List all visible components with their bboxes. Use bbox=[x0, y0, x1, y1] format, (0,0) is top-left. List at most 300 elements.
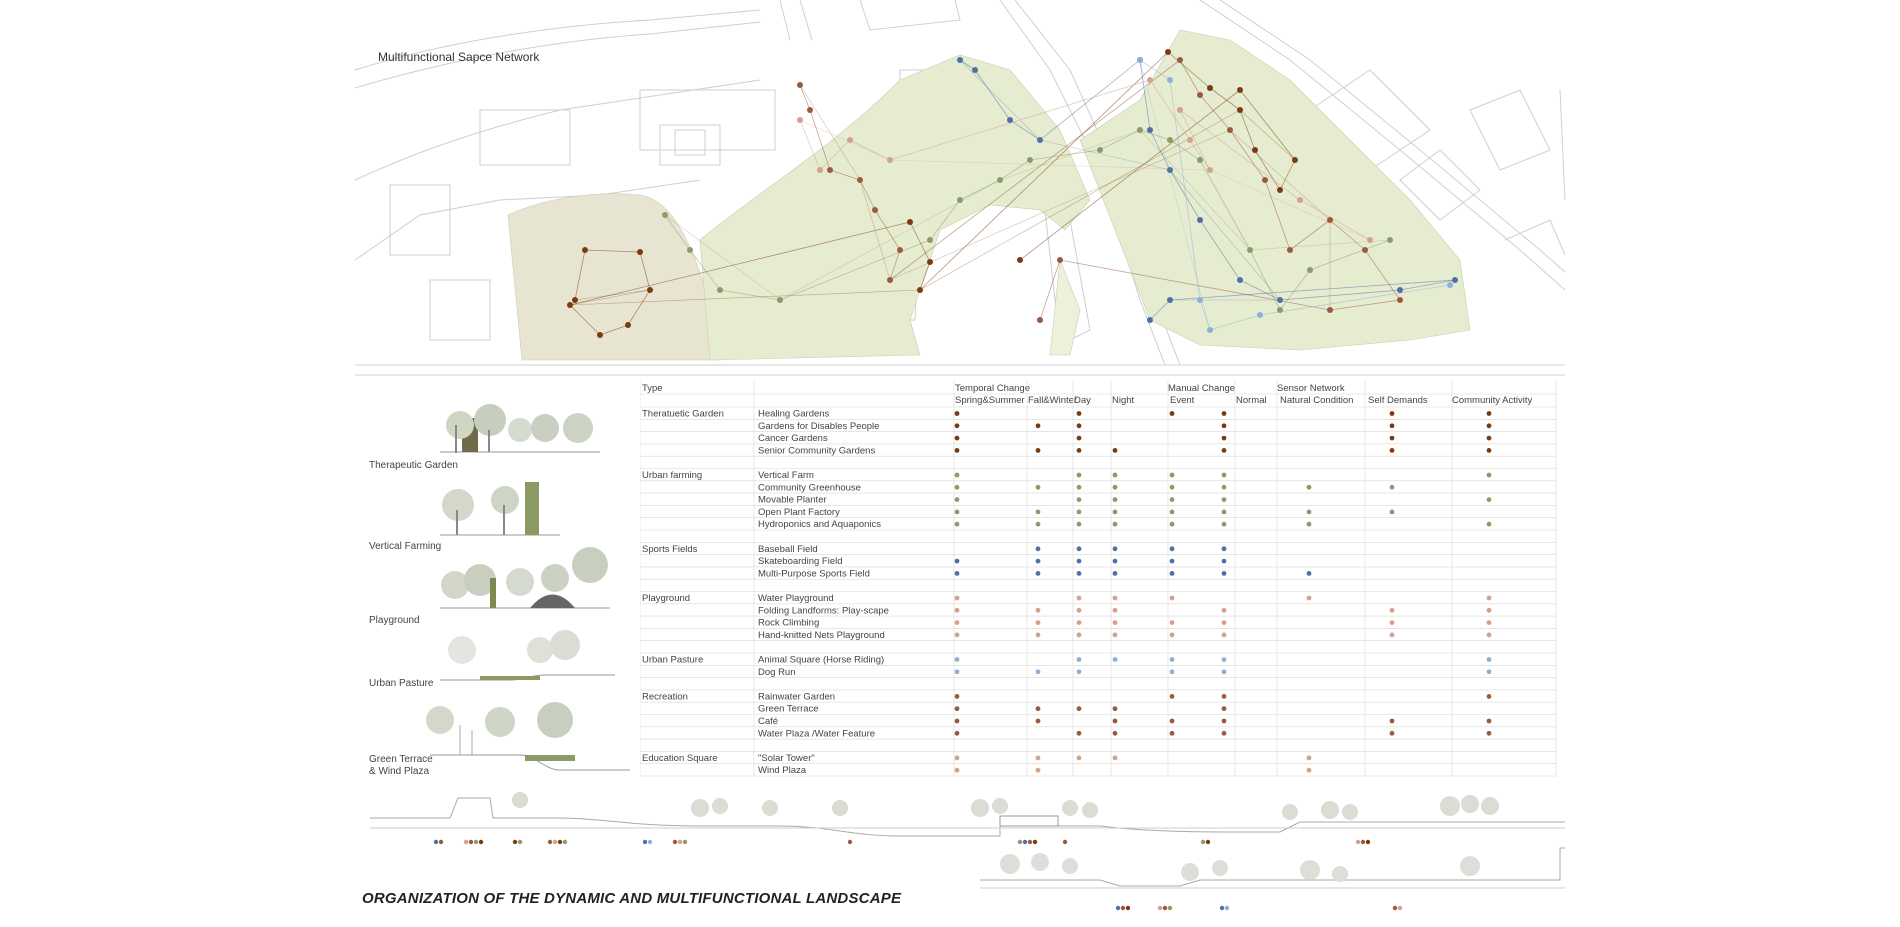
matrix-dot bbox=[1170, 596, 1175, 601]
matrix-dot bbox=[1036, 559, 1041, 564]
matrix-dot bbox=[955, 620, 960, 625]
function-name: Folding Landforms: Play-scape bbox=[758, 605, 889, 617]
playground-illustration bbox=[440, 547, 610, 608]
section-dot bbox=[464, 840, 468, 844]
matrix-dot bbox=[1113, 497, 1118, 502]
matrix-dot bbox=[955, 448, 960, 453]
network-node bbox=[717, 287, 723, 293]
therapeutic-garden-illustration bbox=[440, 404, 600, 453]
section-dot bbox=[1356, 840, 1360, 844]
matrix-dot bbox=[1113, 522, 1118, 527]
network-node bbox=[1292, 157, 1298, 163]
network-node bbox=[1327, 217, 1333, 223]
network-node bbox=[687, 247, 693, 253]
network-node bbox=[1297, 197, 1303, 203]
matrix-dot bbox=[1113, 608, 1118, 613]
matrix-dot bbox=[1222, 571, 1227, 576]
matrix-dot bbox=[1113, 571, 1118, 576]
section-dot bbox=[848, 840, 852, 844]
network-node bbox=[1207, 167, 1213, 173]
matrix-dot bbox=[955, 719, 960, 724]
network-node bbox=[1197, 157, 1203, 163]
matrix-dot bbox=[1222, 411, 1227, 416]
network-node bbox=[1262, 177, 1268, 183]
matrix-dot bbox=[1222, 694, 1227, 699]
matrix-dot bbox=[1390, 633, 1395, 638]
network-node bbox=[1147, 127, 1153, 133]
function-name: Rainwater Garden bbox=[758, 691, 836, 703]
network-node bbox=[1247, 247, 1253, 253]
matrix-dot bbox=[1170, 522, 1175, 527]
network-node bbox=[1177, 107, 1183, 113]
matrix-dot bbox=[1113, 731, 1118, 736]
function-name: Green Terrace bbox=[758, 703, 819, 715]
matrix-dot bbox=[1077, 510, 1082, 515]
matrix-dot bbox=[1390, 719, 1395, 724]
function-name: Community Greenhouse bbox=[758, 482, 861, 494]
matrix-dot bbox=[1170, 485, 1175, 490]
category-label-playground: Playground bbox=[369, 615, 420, 626]
matrix-dot bbox=[1113, 657, 1118, 662]
network-node bbox=[1197, 92, 1203, 98]
matrix-dot bbox=[955, 411, 960, 416]
network-node bbox=[1362, 247, 1368, 253]
matrix-dot bbox=[1222, 669, 1227, 674]
matrix-dot bbox=[955, 510, 960, 515]
section-dot bbox=[1163, 906, 1167, 910]
network-node bbox=[1197, 217, 1203, 223]
matrix-dot bbox=[1113, 448, 1118, 453]
network-node bbox=[1277, 307, 1283, 313]
vertical-farming-illustration bbox=[440, 482, 560, 535]
matrix-dot bbox=[955, 657, 960, 662]
matrix-dot bbox=[1113, 719, 1118, 724]
matrix-dot bbox=[1113, 473, 1118, 478]
matrix-dot bbox=[1487, 608, 1492, 613]
network-node bbox=[1447, 282, 1453, 288]
network-node bbox=[567, 302, 573, 308]
network-node bbox=[637, 249, 643, 255]
category-label-therapeutic-garden: Therapeutic Garden bbox=[369, 460, 458, 471]
section-type-label: Theratuetic Garden bbox=[642, 408, 724, 420]
matrix-dot bbox=[1077, 620, 1082, 625]
matrix-dot bbox=[1222, 633, 1227, 638]
section-dot bbox=[563, 840, 567, 844]
column-header: Event bbox=[1170, 395, 1195, 406]
matrix-dot bbox=[955, 731, 960, 736]
matrix-dot bbox=[1170, 571, 1175, 576]
column-header: Self Demands bbox=[1368, 395, 1428, 406]
section-dot bbox=[1126, 906, 1130, 910]
matrix-dot bbox=[1222, 473, 1227, 478]
network-node bbox=[1257, 312, 1263, 318]
matrix-dot bbox=[1222, 731, 1227, 736]
type-header: Type bbox=[642, 383, 663, 394]
section-dot bbox=[1033, 840, 1037, 844]
network-node bbox=[1017, 257, 1023, 263]
network-link bbox=[800, 85, 810, 110]
matrix-dot bbox=[1036, 423, 1041, 428]
matrix-dot bbox=[1487, 596, 1492, 601]
matrix-dot bbox=[1390, 448, 1395, 453]
matrix-dot bbox=[1487, 719, 1492, 724]
group-header: Temporal Change bbox=[955, 383, 1030, 394]
network-node bbox=[582, 247, 588, 253]
network-node bbox=[1165, 49, 1171, 55]
matrix-dot bbox=[955, 608, 960, 613]
function-name: Animal Square (Horse Riding) bbox=[758, 654, 885, 666]
network-node bbox=[847, 137, 853, 143]
matrix-dot bbox=[1113, 510, 1118, 515]
network-node bbox=[1397, 287, 1403, 293]
matrix-dot bbox=[1077, 485, 1082, 490]
matrix-dot bbox=[1390, 620, 1395, 625]
map-title: Multifunctional Sapce Network bbox=[378, 50, 540, 64]
network-node bbox=[1027, 157, 1033, 163]
network-node bbox=[1037, 137, 1043, 143]
section-type-label: Urban Pasture bbox=[642, 654, 704, 666]
matrix-dot bbox=[1036, 608, 1041, 613]
section-dot bbox=[518, 840, 522, 844]
network-node bbox=[797, 82, 803, 88]
urban-pasture-illustration bbox=[440, 630, 615, 680]
matrix-dot bbox=[955, 522, 960, 527]
network-node bbox=[647, 287, 653, 293]
matrix-dot bbox=[1113, 633, 1118, 638]
matrix-dot bbox=[1222, 608, 1227, 613]
matrix-dot bbox=[1170, 657, 1175, 662]
column-header: Day bbox=[1074, 395, 1091, 406]
network-node bbox=[827, 167, 833, 173]
network-node bbox=[1137, 57, 1143, 63]
network-node bbox=[1207, 327, 1213, 333]
section-dot bbox=[643, 840, 647, 844]
function-name: "Solar Tower" bbox=[758, 752, 815, 764]
matrix-dot bbox=[1487, 694, 1492, 699]
matrix-dot bbox=[1036, 719, 1041, 724]
network-node bbox=[1057, 257, 1063, 263]
matrix-dot bbox=[1036, 620, 1041, 625]
matrix-dot bbox=[1113, 546, 1118, 551]
section-dot bbox=[1398, 906, 1402, 910]
network-node bbox=[927, 237, 933, 243]
section-dot bbox=[513, 840, 517, 844]
matrix-dot bbox=[1077, 633, 1082, 638]
network-node bbox=[887, 157, 893, 163]
matrix-dot bbox=[955, 596, 960, 601]
function-name: Healing Gardens bbox=[758, 408, 830, 420]
section-dot bbox=[1393, 906, 1397, 910]
matrix-dot bbox=[1307, 510, 1312, 515]
matrix-dot bbox=[1036, 522, 1041, 527]
matrix-dot bbox=[1077, 546, 1082, 551]
matrix-dot bbox=[1077, 423, 1082, 428]
matrix-dot bbox=[1077, 559, 1082, 564]
matrix-dot bbox=[955, 706, 960, 711]
matrix-dot bbox=[1487, 620, 1492, 625]
function-name: Gardens for Disables People bbox=[758, 420, 880, 432]
matrix-dot bbox=[1222, 706, 1227, 711]
group-header: Manual Change bbox=[1168, 383, 1236, 394]
function-name: Vertical Farm bbox=[758, 470, 814, 481]
network-node bbox=[1367, 237, 1373, 243]
matrix-dot bbox=[955, 694, 960, 699]
matrix-dot bbox=[1390, 411, 1395, 416]
network-node bbox=[857, 177, 863, 183]
section-dot bbox=[553, 840, 557, 844]
matrix-dot bbox=[955, 633, 960, 638]
matrix-dot bbox=[1077, 448, 1082, 453]
column-header: Normal bbox=[1236, 395, 1267, 406]
section-dot bbox=[1018, 840, 1022, 844]
matrix-dot bbox=[1036, 706, 1041, 711]
matrix-dot bbox=[1487, 522, 1492, 527]
section-dot bbox=[558, 840, 562, 844]
matrix-dot bbox=[1487, 411, 1492, 416]
section-dot bbox=[1023, 840, 1027, 844]
network-node bbox=[1397, 297, 1403, 303]
category-label-vertical-farming: Vertical Farming bbox=[369, 541, 442, 552]
matrix-dot bbox=[1390, 423, 1395, 428]
section-dot bbox=[648, 840, 652, 844]
matrix-dot bbox=[1170, 731, 1175, 736]
network-node bbox=[1177, 57, 1183, 63]
matrix-dot bbox=[1077, 522, 1082, 527]
section-dot bbox=[434, 840, 438, 844]
matrix-dot bbox=[955, 768, 960, 773]
section-dot bbox=[1366, 840, 1370, 844]
matrix-dot bbox=[1077, 706, 1082, 711]
matrix-dot bbox=[1222, 485, 1227, 490]
matrix-dot bbox=[1113, 756, 1118, 761]
network-node bbox=[625, 322, 631, 328]
matrix-dot bbox=[955, 756, 960, 761]
network-node bbox=[572, 297, 578, 303]
matrix-dot bbox=[1487, 423, 1492, 428]
matrix-dot bbox=[1390, 510, 1395, 515]
network-node bbox=[997, 177, 1003, 183]
matrix-dot bbox=[1036, 669, 1041, 674]
section-dot bbox=[678, 840, 682, 844]
section-dot bbox=[1028, 840, 1032, 844]
matrix-dot bbox=[1487, 473, 1492, 478]
section-type-label: Playground bbox=[642, 593, 691, 604]
section-type-label: Recreation bbox=[642, 691, 688, 703]
matrix-dot bbox=[1222, 620, 1227, 625]
matrix-dot bbox=[1307, 596, 1312, 601]
matrix-dot bbox=[1170, 411, 1175, 416]
matrix-dot bbox=[1222, 657, 1227, 662]
network-node bbox=[1167, 137, 1173, 143]
network-node bbox=[1237, 107, 1243, 113]
section-dot bbox=[1116, 906, 1120, 910]
matrix-dot bbox=[1170, 546, 1175, 551]
network-node bbox=[1307, 267, 1313, 273]
matrix-dot bbox=[1077, 731, 1082, 736]
network-node bbox=[1227, 127, 1233, 133]
matrix-dot bbox=[1390, 436, 1395, 441]
matrix-dot bbox=[1077, 608, 1082, 613]
matrix-dot bbox=[1036, 485, 1041, 490]
network-node bbox=[872, 207, 878, 213]
matrix-dot bbox=[1222, 497, 1227, 502]
section-dot bbox=[439, 840, 443, 844]
section-dot bbox=[673, 840, 677, 844]
matrix-dot bbox=[1170, 719, 1175, 724]
network-node bbox=[1237, 87, 1243, 93]
network-node bbox=[1327, 307, 1333, 313]
function-name: Water Playground bbox=[758, 593, 834, 604]
matrix-dot bbox=[1170, 473, 1175, 478]
matrix-dot bbox=[1036, 633, 1041, 638]
section-dot bbox=[1361, 840, 1365, 844]
column-header: Fall&Winter bbox=[1028, 395, 1078, 406]
column-header: Night bbox=[1112, 395, 1135, 406]
matrix-dot bbox=[955, 436, 960, 441]
function-matrix-table bbox=[640, 380, 1560, 780]
matrix-dot bbox=[1222, 522, 1227, 527]
matrix-dot bbox=[1036, 768, 1041, 773]
matrix-dot bbox=[1077, 497, 1082, 502]
matrix-dot bbox=[1170, 510, 1175, 515]
network-node bbox=[917, 287, 923, 293]
network-node bbox=[1197, 297, 1203, 303]
matrix-dot bbox=[1077, 669, 1082, 674]
network-node bbox=[1137, 127, 1143, 133]
category-label-green-terrace-wind-plaza: Green Terrace & Wind Plaza bbox=[369, 754, 433, 777]
category-illustrations bbox=[426, 404, 630, 770]
matrix-dot bbox=[1222, 510, 1227, 515]
function-name: Wind Plaza bbox=[758, 765, 807, 777]
green-park-areas bbox=[508, 30, 1470, 360]
network-node bbox=[887, 277, 893, 283]
network-node bbox=[1252, 147, 1258, 153]
matrix-dot bbox=[1113, 620, 1118, 625]
matrix-dot bbox=[1390, 485, 1395, 490]
matrix-dot bbox=[1222, 719, 1227, 724]
matrix-dot bbox=[1307, 522, 1312, 527]
green-terrace-illustration bbox=[426, 702, 630, 770]
matrix-dot bbox=[1036, 571, 1041, 576]
matrix-dot bbox=[1077, 473, 1082, 478]
network-node bbox=[957, 57, 963, 63]
network-node bbox=[1277, 187, 1283, 193]
network-node bbox=[807, 107, 813, 113]
network-node bbox=[1037, 317, 1043, 323]
matrix-dot bbox=[1487, 448, 1492, 453]
matrix-dot bbox=[1113, 559, 1118, 564]
matrix-dot bbox=[1077, 571, 1082, 576]
network-node bbox=[1287, 247, 1293, 253]
network-node bbox=[1167, 297, 1173, 303]
matrix-dot bbox=[1307, 768, 1312, 773]
network-node bbox=[1277, 297, 1283, 303]
function-name: Movable Planter bbox=[758, 494, 827, 506]
section-dot bbox=[1220, 906, 1224, 910]
network-node bbox=[777, 297, 783, 303]
matrix-dot bbox=[1222, 423, 1227, 428]
category-label-urban-pasture: Urban Pasture bbox=[369, 678, 434, 689]
network-node bbox=[1007, 117, 1013, 123]
matrix-dot bbox=[1222, 436, 1227, 441]
matrix-dot bbox=[1222, 559, 1227, 564]
matrix-dot bbox=[1113, 706, 1118, 711]
matrix-dot bbox=[1487, 657, 1492, 662]
matrix-dot bbox=[1077, 756, 1082, 761]
section-dot bbox=[1063, 840, 1067, 844]
function-name: Skateboarding Field bbox=[758, 556, 843, 568]
matrix-dot bbox=[1487, 633, 1492, 638]
matrix-dot bbox=[1307, 571, 1312, 576]
network-node bbox=[1452, 277, 1458, 283]
network-node bbox=[907, 219, 913, 225]
network-node bbox=[1187, 137, 1193, 143]
section-type-label: Education Square bbox=[642, 752, 718, 764]
page-title: ORGANIZATION OF THE DYNAMIC AND MULTIFUNCTIONAL LANDSCAPE bbox=[362, 890, 902, 907]
matrix-dot bbox=[1036, 510, 1041, 515]
matrix-dot bbox=[1113, 596, 1118, 601]
matrix-dot bbox=[1390, 608, 1395, 613]
function-name: Dog Run bbox=[758, 666, 796, 678]
site-section-1 bbox=[370, 798, 1565, 836]
matrix-dot bbox=[1307, 756, 1312, 761]
matrix-dot bbox=[1170, 620, 1175, 625]
function-name: Water Plaza /Water Feature bbox=[758, 728, 876, 740]
matrix-dot bbox=[955, 559, 960, 564]
section-dot bbox=[1225, 906, 1229, 910]
group-header: Sensor Network bbox=[1277, 383, 1345, 394]
network-node bbox=[927, 259, 933, 265]
matrix-dot bbox=[1170, 694, 1175, 699]
column-header: Community Activity bbox=[1452, 395, 1533, 406]
matrix-dot bbox=[1036, 546, 1041, 551]
matrix-dot bbox=[1487, 436, 1492, 441]
section-dot bbox=[1158, 906, 1162, 910]
section-dot bbox=[479, 840, 483, 844]
section-dot bbox=[469, 840, 473, 844]
column-header: Natural Condition bbox=[1280, 395, 1354, 406]
function-name: Cancer Gardens bbox=[758, 433, 828, 445]
section-2-trees bbox=[1000, 853, 1480, 882]
network-node bbox=[1237, 277, 1243, 283]
network-node bbox=[817, 167, 823, 173]
network-node bbox=[1097, 147, 1103, 153]
matrix-dot bbox=[1222, 448, 1227, 453]
matrix-dot bbox=[955, 571, 960, 576]
section-dot bbox=[548, 840, 552, 844]
matrix-dot bbox=[1077, 657, 1082, 662]
column-header: Spring&Summer bbox=[955, 395, 1025, 406]
matrix-dot bbox=[1170, 497, 1175, 502]
function-name: Senior Community Gardens bbox=[758, 445, 876, 457]
matrix-dot bbox=[1036, 756, 1041, 761]
function-name: Multi-Purpose Sports Field bbox=[758, 568, 870, 580]
matrix-dot bbox=[1170, 669, 1175, 674]
matrix-dot bbox=[955, 423, 960, 428]
matrix-dot bbox=[955, 473, 960, 478]
network-node bbox=[1167, 167, 1173, 173]
matrix-dot bbox=[1170, 559, 1175, 564]
matrix-dot bbox=[1487, 731, 1492, 736]
section-type-label: Urban farming bbox=[642, 470, 703, 481]
network-node bbox=[1147, 317, 1153, 323]
matrix-dot bbox=[1222, 546, 1227, 551]
network-node bbox=[597, 332, 603, 338]
matrix-dot bbox=[1077, 436, 1082, 441]
matrix-dot bbox=[1307, 485, 1312, 490]
network-node bbox=[662, 212, 668, 218]
matrix-dot bbox=[1170, 633, 1175, 638]
